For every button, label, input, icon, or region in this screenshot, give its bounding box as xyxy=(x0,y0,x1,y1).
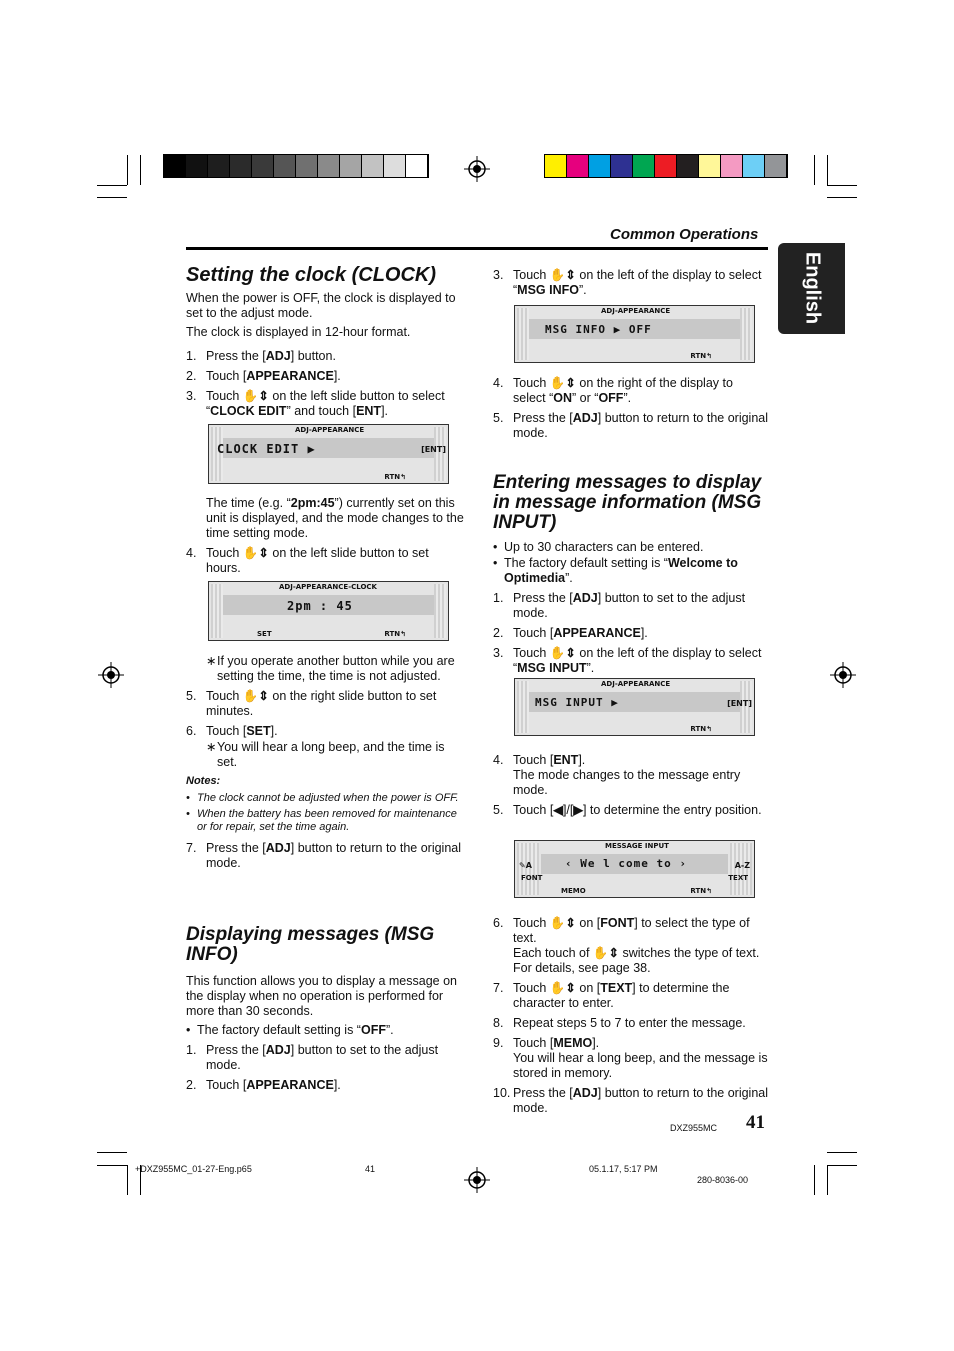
msg-info-intro: This function allows you to display a message on the display when no operation is performed for more than 30 seconds. xyxy=(186,974,457,1018)
step-text: The factory default setting is “ xyxy=(197,1023,361,1037)
step-text: ”. xyxy=(385,1023,394,1037)
step-text: ] to determine the character to enter. xyxy=(513,981,730,1010)
header-rule xyxy=(186,247,768,250)
left-arrow-icon: ◀ xyxy=(553,803,563,817)
lcd-header-label: ADJ-APPEARANCE-CLOCK xyxy=(279,583,377,591)
step-text: ”. xyxy=(578,283,587,297)
step-number: 2. xyxy=(186,1078,197,1092)
step-key: APPEARANCE xyxy=(553,626,641,640)
color-swatch xyxy=(743,155,765,177)
registration-mark-icon xyxy=(830,662,856,688)
clock-section xyxy=(186,265,464,419)
lcd-font-label: FONT xyxy=(521,874,543,882)
step-text: The factory default setting is “ xyxy=(504,556,668,570)
step-number: 3. xyxy=(493,268,504,282)
lcd-header-label: ADJ-APPEARANCE xyxy=(601,307,671,315)
crop-mark xyxy=(127,1165,128,1195)
step-text: Touch [ xyxy=(206,1078,247,1092)
msg-input-bullet-1: • Up to 30 characters can be entered. xyxy=(493,540,704,554)
step-number: 3. xyxy=(493,646,504,660)
clock-step-4 xyxy=(186,546,464,576)
crop-mark xyxy=(127,155,128,185)
color-swatch xyxy=(765,155,787,177)
step-text: You will hear a long beep, and the time is set. xyxy=(217,740,445,769)
crop-mark xyxy=(814,1165,815,1195)
step-key: MEMO xyxy=(553,1036,593,1050)
step-text: on the left of the display to select “ xyxy=(513,268,762,297)
registration-mark-icon xyxy=(464,156,490,182)
clock-steps-continued xyxy=(186,653,464,871)
crop-mark xyxy=(827,1165,857,1166)
step-number: 3. xyxy=(186,389,197,403)
touch-slide-icon: ✋⇕ xyxy=(242,389,269,403)
step-key: ENT xyxy=(356,404,382,418)
step-text: switches the type of text. For details, see page 38. xyxy=(513,946,760,975)
language-tab xyxy=(778,243,845,334)
touch-slide-icon: ✋⇕ xyxy=(549,916,576,930)
lcd-az-label: A-Z xyxy=(734,861,750,870)
step-key: SET xyxy=(246,724,271,738)
step-key: 2pm:45 xyxy=(290,496,335,510)
lcd-rtn-label: RTN↰ xyxy=(690,352,712,360)
color-swatch xyxy=(252,155,274,177)
msg-input-section xyxy=(493,473,768,676)
lcd-set-label: SET xyxy=(257,630,272,638)
msg-input-step-8 xyxy=(493,1016,768,1031)
registration-mark-icon xyxy=(464,1167,490,1193)
msg-info-bullet: • The factory default setting is “OFF”. xyxy=(186,1023,394,1037)
lcd-message-input xyxy=(514,840,755,898)
step-number: 1. xyxy=(186,349,197,363)
lcd-rtn-label: RTN↰ xyxy=(384,630,406,638)
lcd-main-text: MSG INFO ▶ OFF xyxy=(545,323,652,336)
step-text: The time (e.g. “ xyxy=(206,496,291,510)
step-number: 5. xyxy=(493,411,504,425)
step-text: on [ xyxy=(575,916,601,930)
lcd-slide-right xyxy=(434,584,446,638)
color-swatch xyxy=(164,155,186,177)
step-text: on the left of the display to select “ xyxy=(513,646,762,675)
color-swatch xyxy=(362,155,384,177)
msg-info-step-2 xyxy=(186,1078,464,1093)
lcd-memo-label: MEMO xyxy=(561,887,586,895)
color-swatch xyxy=(406,155,428,177)
color-swatch xyxy=(721,155,743,177)
step-number: 4. xyxy=(493,753,504,767)
lcd-rtn-label: RTN↰ xyxy=(690,725,712,733)
touch-slide-icon: ✋⇕ xyxy=(549,268,576,282)
clock-step-6 xyxy=(186,724,464,739)
step-key: ENT xyxy=(553,753,579,767)
step-text: ”) currently set on this unit is displayed, and the mode changes to the time setting mode. xyxy=(206,496,464,540)
step-text: ]. xyxy=(592,1036,600,1050)
step-number: 9. xyxy=(493,1036,504,1050)
crop-mark xyxy=(827,185,857,186)
step-text: on [ xyxy=(575,981,601,995)
step-text: ”. xyxy=(565,571,573,585)
color-swatch xyxy=(340,155,362,177)
color-swatch xyxy=(208,155,230,177)
step-text: Touch xyxy=(206,546,243,560)
step-key: ADJ xyxy=(265,841,291,855)
color-swatch xyxy=(274,155,296,177)
lcd-slide-right xyxy=(740,308,752,360)
msg-input-step-5 xyxy=(493,803,768,818)
clock-title: Setting the clock (CLOCK) xyxy=(186,264,437,286)
step-number: 1. xyxy=(186,1043,197,1057)
step-text: Touch xyxy=(206,389,243,403)
msg-input-step-7 xyxy=(493,981,768,1011)
clock-time-note xyxy=(206,496,464,541)
msg-info-step-5 xyxy=(493,411,768,441)
step-key: Welcome to Optimedia xyxy=(504,556,738,585)
step-text: Press the [ xyxy=(513,411,573,425)
step-text: Touch xyxy=(513,268,550,282)
step-text: Touch xyxy=(513,916,550,930)
msg-input-bullet-2: • The factory default setting is “Welcome to Optimedia”. xyxy=(493,556,738,585)
step-text: Repeat steps 5 to 7 to enter the message. xyxy=(513,1016,746,1030)
step-text: on the left slide button to set hours. xyxy=(206,546,429,575)
step-text: Touch [ xyxy=(513,753,554,767)
clock-step-1 xyxy=(186,349,464,364)
step-key: APPEARANCE xyxy=(246,369,334,383)
step-key: ADJ xyxy=(265,1043,291,1057)
lcd-header-label: ADJ-APPEARANCE xyxy=(601,680,671,688)
lcd-slide-left xyxy=(517,681,529,733)
msg-info-step-1 xyxy=(186,1043,464,1073)
notes-title: Notes: xyxy=(186,775,221,787)
step-key: ADJ xyxy=(572,591,598,605)
lcd-ent-label: [ENT] xyxy=(421,445,446,454)
crop-mark xyxy=(140,155,141,185)
note-2: • When the battery has been removed for maintenance or for repair, set the time again. xyxy=(186,808,464,834)
step-text: Touch [ xyxy=(513,803,554,817)
lcd-slide-left xyxy=(517,308,529,360)
color-swatch xyxy=(655,155,677,177)
step-number: 6. xyxy=(186,724,197,738)
color-swatch xyxy=(633,155,655,177)
step-text: Touch xyxy=(513,646,550,660)
step-text: ] button to return to the original mode. xyxy=(513,1086,769,1115)
crop-mark xyxy=(97,185,127,186)
footer-file-page: 41 xyxy=(365,1164,376,1174)
lcd-main-text: ‹ We l come to › xyxy=(565,857,687,870)
model-number: DXZ955MC xyxy=(670,1123,718,1133)
step-number: 4. xyxy=(186,546,197,560)
step-text: Touch xyxy=(206,689,243,703)
step-text: Each touch of xyxy=(513,946,593,960)
msg-input-title: Entering messages to display in message information (MSG INPUT) xyxy=(493,472,762,533)
color-swatch xyxy=(589,155,611,177)
clock-step-7 xyxy=(186,841,464,871)
step-text: Press the [ xyxy=(206,841,266,855)
step-key: ADJ xyxy=(572,411,598,425)
lcd-main-text: MSG INPUT ▶ xyxy=(535,696,619,709)
lcd-header-label: ADJ-APPEARANCE xyxy=(295,426,365,434)
lcd-rtn-label: RTN↰ xyxy=(384,473,406,481)
step-key: ADJ xyxy=(265,349,291,363)
step-number: 1. xyxy=(493,591,504,605)
clock-step-4-wrap xyxy=(186,546,464,576)
section-title: Common Operations xyxy=(610,226,759,243)
touch-slide-icon: ✋⇕ xyxy=(242,689,269,703)
lcd-rtn-label: RTN↰ xyxy=(690,887,712,895)
step-text: ]. xyxy=(381,404,389,418)
step-text: ”. xyxy=(586,661,595,675)
crop-mark xyxy=(827,1165,828,1195)
touch-slide-icon: ✋⇕ xyxy=(592,946,619,960)
lcd-slide-left xyxy=(211,584,223,638)
step-text: ] button to set to the adjust mode. xyxy=(206,1043,439,1072)
step-text: Up to 30 characters can be entered. xyxy=(504,540,704,554)
step-key: ON xyxy=(553,391,573,405)
msg-input-step-9 xyxy=(493,1036,768,1081)
step-text: ] to select the type of text. xyxy=(513,916,750,945)
language-tab-label: English xyxy=(801,251,824,325)
step-text: Touch [ xyxy=(206,369,247,383)
msg-input-step-10 xyxy=(493,1086,768,1116)
step-text: on the right slide button to set minutes. xyxy=(206,689,437,718)
step-text: ] button. xyxy=(290,349,336,363)
step-text: on the right of the display to select “ xyxy=(513,376,733,405)
lcd-msg-input xyxy=(514,678,755,736)
crop-mark xyxy=(827,197,857,198)
step-key: MSG INFO xyxy=(517,283,579,297)
lcd-header-label: MESSAGE INPUT xyxy=(605,842,669,850)
step-text: ” and touch [ xyxy=(286,404,357,418)
color-swatch xyxy=(230,155,252,177)
page-number: 41 xyxy=(746,1112,765,1133)
step-text: Touch xyxy=(513,981,550,995)
color-swatch xyxy=(699,155,721,177)
step-text: Touch [ xyxy=(513,626,554,640)
step-number: 8. xyxy=(493,1016,504,1030)
note-1: • The clock cannot be adjusted when the power is OFF. xyxy=(186,792,459,804)
color-swatch xyxy=(611,155,633,177)
clock-star-note-1: ∗ If you operate another button while you are setting the time, the time is not adjusted. xyxy=(186,654,464,684)
clock-intro-1: When the power is OFF, the clock is displayed to set to the adjust mode. xyxy=(186,291,456,320)
step-text: Touch [ xyxy=(206,724,247,738)
lcd-main-text: 2pm : 45 xyxy=(287,599,353,613)
lcd-ent-label: [ENT] xyxy=(727,699,752,708)
step-text: Press the [ xyxy=(206,1043,266,1057)
msg-info-steps-4-5 xyxy=(493,376,768,441)
crop-mark xyxy=(827,1152,857,1153)
step-key: OFF xyxy=(360,1023,386,1037)
step-text: ] to determine the entry position. xyxy=(582,803,762,817)
color-swatch xyxy=(545,155,567,177)
footer-file-name: +DXZ955MC_01-27-Eng.p65 xyxy=(135,1164,252,1174)
step-text: Touch xyxy=(513,376,550,390)
step-text: ]. xyxy=(578,753,586,767)
step-text: ] button to return to the original mode. xyxy=(206,841,462,870)
step-text: You will hear a long beep, and the message is stored in memory. xyxy=(513,1051,768,1080)
lcd-main-text: CLOCK EDIT ▶ xyxy=(217,442,316,456)
step-number: 7. xyxy=(493,981,504,995)
msg-input-steps-6-10 xyxy=(493,916,768,1116)
step-key: TEXT xyxy=(600,981,633,995)
clock-step-5 xyxy=(186,689,464,719)
lcd-msg-info xyxy=(514,305,755,363)
touch-slide-icon: ✋⇕ xyxy=(242,546,269,560)
clock-star-note-2: ∗ You will hear a long beep, and the time is set. xyxy=(186,740,464,770)
note-text: The clock cannot be adjusted when the power is OFF. xyxy=(197,792,459,804)
color-bar xyxy=(544,154,788,178)
step-number: 5. xyxy=(186,689,197,703)
lcd-clock-set xyxy=(208,581,449,641)
color-swatch xyxy=(186,155,208,177)
msg-input-step-2 xyxy=(493,626,768,641)
step-number: 4. xyxy=(493,376,504,390)
step-text: ]. xyxy=(270,724,278,738)
step-text: Press the [ xyxy=(513,591,573,605)
step-text: The mode changes to the message entry mode. xyxy=(513,768,741,797)
msg-info-section xyxy=(186,925,464,1093)
step-key: MSG INPUT xyxy=(517,661,587,675)
color-swatch xyxy=(567,155,589,177)
step-text: ” or “ xyxy=(572,391,599,405)
grayscale-bar xyxy=(163,154,429,178)
msg-input-step-1 xyxy=(493,591,768,621)
touch-slide-icon: ✋⇕ xyxy=(549,981,576,995)
crop-mark xyxy=(97,1165,127,1166)
touch-slide-icon: ✋⇕ xyxy=(549,376,576,390)
step-number: 5. xyxy=(493,803,504,817)
crop-mark xyxy=(814,155,815,185)
note-text: When the battery has been removed for maintenance or for repair, set the time again. xyxy=(197,808,457,833)
step-text: ]. xyxy=(333,369,341,383)
msg-info-title: Displaying messages (MSG INFO) xyxy=(186,924,435,965)
step-text: ]. xyxy=(333,1078,341,1092)
footer-code: 280-8036-00 xyxy=(697,1175,749,1185)
lcd-clock-edit xyxy=(208,424,449,484)
step-key: APPEARANCE xyxy=(246,1078,334,1092)
color-swatch xyxy=(677,155,699,177)
step-text: ]/[ xyxy=(562,803,574,817)
clock-step-3 xyxy=(186,389,464,419)
step-key: CLOCK EDIT xyxy=(210,404,287,418)
msg-info-step-3 xyxy=(493,268,768,298)
clock-intro-2: The clock is displayed in 12-hour format. xyxy=(186,325,411,339)
step-number: 2. xyxy=(493,626,504,640)
step-text: ]. xyxy=(640,626,648,640)
crop-mark xyxy=(97,1152,127,1153)
msg-info-step-4 xyxy=(493,376,768,406)
step-text: ”. xyxy=(623,391,632,405)
step-text: ] button to set to the adjust mode. xyxy=(513,591,746,620)
step-text: Press the [ xyxy=(513,1086,573,1100)
step-number: 6. xyxy=(493,916,504,930)
step-number: 7. xyxy=(186,841,197,855)
msg-input-step-3 xyxy=(493,646,768,676)
step-key: OFF xyxy=(598,391,624,405)
step-text: Press the [ xyxy=(206,349,266,363)
step-key: ADJ xyxy=(572,1086,598,1100)
step-number: 2. xyxy=(186,369,197,383)
step-number: 10. xyxy=(493,1086,511,1100)
lcd-font-sample: ✎A xyxy=(519,861,532,870)
clock-step-2 xyxy=(186,369,464,384)
step-text: If you operate another button while you are setting the time, the time is not adjusted. xyxy=(217,654,455,683)
color-swatch xyxy=(296,155,318,177)
footer-date: 05.1.17, 5:17 PM xyxy=(589,1164,658,1174)
step-text: ] button to return to the original mode. xyxy=(513,411,769,440)
msg-input-step-4 xyxy=(493,753,768,798)
lcd-text-label: TEXT xyxy=(728,874,748,882)
registration-mark-icon xyxy=(98,662,124,688)
msg-input-steps-4-5 xyxy=(493,753,768,818)
step-text: on the left slide button to select “ xyxy=(206,389,445,418)
color-swatch xyxy=(318,155,340,177)
step-text: Touch [ xyxy=(513,1036,554,1050)
msg-info-continued xyxy=(493,268,768,298)
right-arrow-icon: ▶ xyxy=(573,803,583,817)
touch-slide-icon: ✋⇕ xyxy=(549,646,576,660)
crop-mark xyxy=(827,155,828,185)
msg-input-step-6 xyxy=(493,916,768,976)
crop-mark xyxy=(97,197,127,198)
step-key: FONT xyxy=(600,916,635,930)
lcd-slide-right xyxy=(434,427,446,481)
color-swatch xyxy=(384,155,406,177)
